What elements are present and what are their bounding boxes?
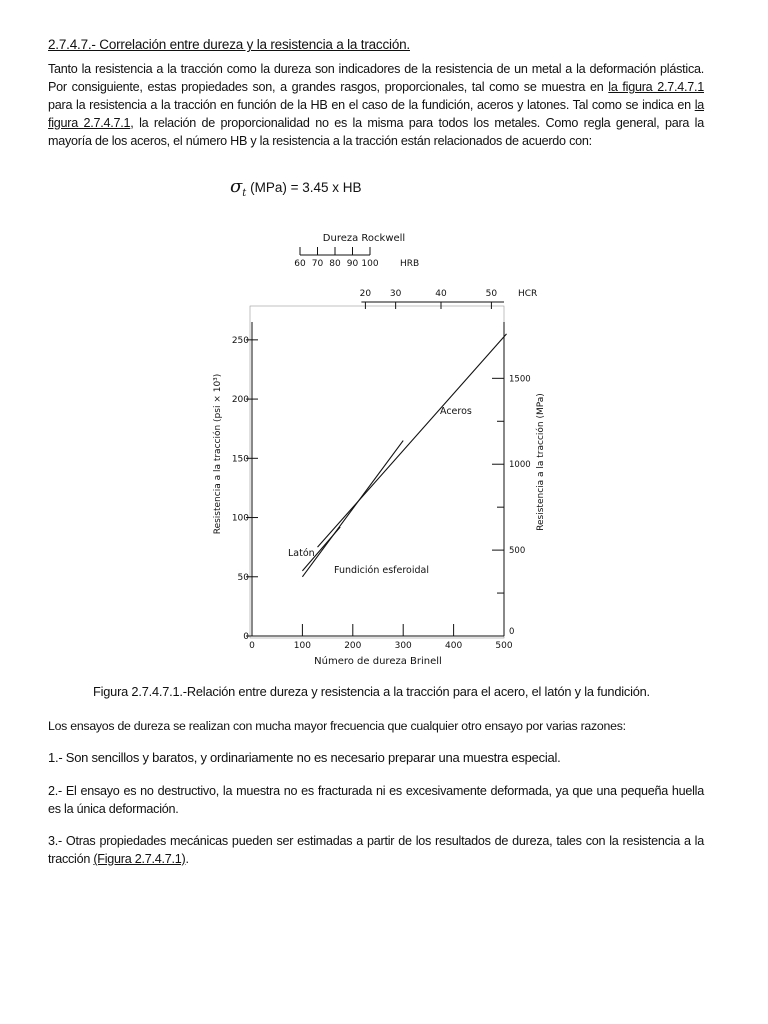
hardness-tensile-chart: [200, 222, 560, 674]
intro-text-2: para la resistencia a la tracción en función de la HB en el caso de la fundición, aceros y latones. Tal como se indica en: [48, 98, 695, 112]
x-tick-label: 100: [293, 641, 311, 651]
y-right-tick-label: 1000: [509, 460, 531, 471]
x-tick-label: 400: [445, 641, 463, 651]
y-right-tick-label: 1500: [509, 374, 531, 385]
series-label-aceros: Aceros: [440, 406, 472, 417]
series-label-fundicion-esferoidal: Fundición esferoidal: [334, 565, 429, 576]
y-left-tick-label: 100: [231, 513, 249, 524]
y-left-tick-label: 50: [237, 572, 249, 583]
section-heading: 2.7.4.7.- Correlación entre dureza y la resistencia a la tracción.: [48, 37, 410, 52]
intro-text-1: Tanto la resistencia a la tracción como la dureza son indicadores de la resistencia de un metal a la deformación plástica. Por consiguiente, estas propiedades son, a grandes rasgos, proporcionales, tal como se muestra en: [48, 62, 704, 94]
reason-item-2: 2.- El ensayo es no destructivo, la muestra no es fracturada ni es excesivamente deformada, ya que una pequeña huella es la única deformación.: [48, 784, 704, 816]
y-left-tick-label: 150: [231, 454, 249, 465]
tensile-formula: [230, 176, 362, 199]
axes: [232, 322, 531, 651]
hrc-tick-label: 40: [435, 289, 447, 299]
series-line-fundicion-esferoidal: [302, 441, 403, 577]
hrc-tick-label: 30: [389, 289, 402, 299]
x-tick-label: 200: [344, 641, 362, 651]
figure-caption: Figura 2.7.4.7.1.-Relación entre dureza y resistencia a la tracción para el acero, el latón y la fundición.: [93, 684, 650, 699]
hrc-tick-label: 20: [359, 289, 372, 299]
intro-paragraph: [48, 60, 704, 150]
y-axis-left-label: Resistencia a la tracción (psi × 10³): [213, 373, 223, 535]
y-left-tick-label: 0: [243, 632, 249, 642]
reason-item-3-text: 3.- Otras propiedades mecánicas pueden ser estimadas a partir de los resultados de dureza, tales con la resistencia a la tracción: [48, 834, 704, 866]
x-tick-label: 500: [495, 641, 513, 651]
y-left-tick-label: 200: [231, 395, 249, 406]
series-lines: [288, 334, 507, 577]
figure-reference-link-1[interactable]: la figura 2.7.4.7.1: [608, 80, 704, 94]
hrb-tick-label: 90: [346, 259, 359, 269]
reason-item-1: 1.- Son sencillos y baratos, y ordinariamente no es necesario preparar una muestra especial.: [48, 750, 561, 765]
y-left-tick-label: 250: [231, 335, 249, 346]
x-axis-label: Número de dureza Brinell: [314, 656, 442, 667]
figure-reference-link-2[interactable]: la figura 2.7.4.7.1: [48, 98, 704, 130]
series-label-laton: Latón: [288, 548, 315, 559]
x-tick-label: 0: [249, 641, 255, 651]
hrb-tick-label: 70: [311, 259, 324, 269]
formula-text: (MPa) = 3.45 x HB: [246, 180, 362, 195]
hrb-scale: [294, 247, 419, 269]
hrc-tick-label: 50: [485, 289, 498, 299]
reason-item-3-end: .: [185, 852, 189, 866]
top-axis-title: Dureza Rockwell: [322, 233, 406, 244]
sigma-symbol: σ: [230, 176, 243, 197]
series-line-aceros: [318, 334, 507, 547]
figure-reference-link-3[interactable]: (Figura 2.7.4.7.1): [93, 852, 186, 866]
hrb-tick-label: 80: [329, 259, 341, 269]
y-axis-right-label: Resistencia a la tracción (MPa): [536, 393, 546, 531]
intro-text-3: , la relación de proporcionalidad no es la misma para todos los metales. Como regla general, para la mayoría de los aceros, el número HB y la resistencia a la tracción están relacionados de acuerdo con:: [48, 116, 704, 148]
x-tick-label: 300: [394, 641, 412, 651]
y-right-tick-label: 0: [509, 627, 515, 637]
hrc-scale-name: HCR: [518, 289, 538, 299]
hrb-tick-label: 100: [361, 259, 379, 269]
hrb-scale-name: HRB: [400, 259, 420, 269]
hrb-tick-label: 60: [294, 259, 306, 269]
plot-frame: [250, 306, 504, 638]
sigma-subscript: t: [242, 188, 247, 199]
reasons-intro: Los ensayos de dureza se realizan con mucha mayor frecuencia que cualquier otro ensayo por varias razones:: [48, 719, 626, 733]
y-right-tick-label: 500: [509, 546, 526, 557]
reason-item-3: [48, 832, 704, 868]
